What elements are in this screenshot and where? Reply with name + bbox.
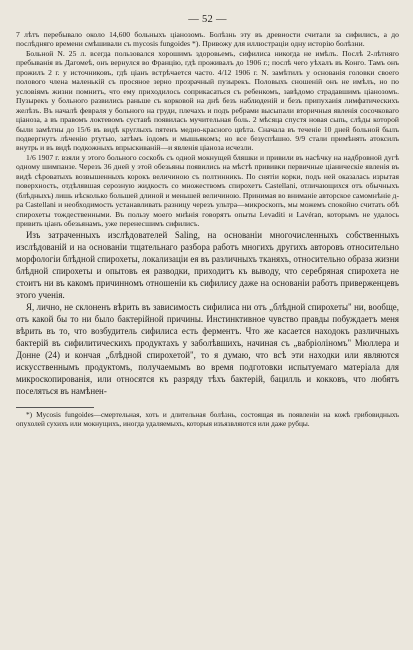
- paragraph-5: Я, лично, не склоненъ вѣрить въ зависимость сифилиса ни отъ „блѣдной спирохеты" ни, вообще, отъ какой бы то ни было бактерійной причины. Инстинктивное чувство правды побуждаетъ меня вѣрить въ то, что возбудитель сифилиса есть ферментъ. Что же касается находокъ различныхъ бактерій въ сифилитическихъ продуктахъ у заболѣвшихъ, начиная съ „вабріоліномъ" Мюллера и Донне (24) и кончая „блѣдной спирохетой", то я думаю, что всѣ эти находки или являются искусственнымъ продуктомъ, получаемымъ во время подготовки испытуемаго матеріала для микроскопированія, или относятся къ разряду тѣхъ бактерій, бацилль и кокковъ, что любятъ поселяться въ намѣнен-: [16, 301, 399, 397]
- footnote-divider: [16, 407, 94, 408]
- body-text: [16, 30, 399, 397]
- paragraph-1: 7 лѣтъ перебывало около 14,600 больныхъ ціанозомъ. Болѣзнь эту въ древности считали за сифилисъ, а до послѣдняго времени смѣшивали съ mycosis fungoides *). Привожу для иллюстраціи одну исторію болѣзни.: [16, 30, 399, 49]
- paragraph-2: Больной N. 25 л. всегда пользовался хорошимъ здоровьемъ, сифилиса никогда не имѣлъ. Послѣ 2-лѣтняго пребыванія въ Дагомеѣ, онъ вернулся во Францію, гдѣ проживалъ до 1906 г.; послѣ чего уѣхалъ въ Конго. Тамъ онъ прожилъ 2 г. у источниковъ, гдѣ ціанъ встрѣчается часто. 4/12 1906 г. N. замѣтилъ у основанія головки своего полового члена маленькій съ просяное зерно прозрачный пузырекъ. Половыхъ сношеній онъ не имѣлъ, но по условіямъ жизни помнитъ, что ему приходилось соприкасаться съ ребенкомъ, завѣдомо страдавшимъ ціанозомъ. Пузырекъ у больного развились раньше съ корковой на днѣ безъ наблюденій и безъ припухаиія лимфатическихъ желѣзъ. Въ началѣ февраля у больного на груди, плечахъ и подъ ребрами высыпали вторичныя явленія сосочковаго ціаноза, а въ правомъ локтевомъ суставѣ появилась мучительная боль. 2 мѣсяца спустя новая сыпь, слѣды которой были замѣтны до 15/6 въ видѣ круглыхъ пятенъ медно-красного цвѣта. Сначала въ теченіе 10 дней больной былъ подвергнутъ лѣченію ртутью, затѣмъ іодомъ и мышьякомъ; но все безуспѣшно. 9/9 стали примѣнять атоксилъ внутрь и въ видѣ подкожныхъ впрыскиваній—и явленія ціаноза исчезли.: [16, 48, 399, 153]
- footnote: [16, 411, 399, 429]
- footnote-text: *) Mycosis fungoides—смертельная, хоть и длительная болѣзнь, состоящая въ появленіи на кожѣ грибовидныхъ опухолей сухихъ или мокнущихъ, иногда удаляемыхъ, которыя изъязвляются или даже рубцы.: [16, 410, 399, 429]
- paragraph-3: 1/6 1907 г. взяли у этого больного соскобъ съ одной мокнущей бляшки и привили въ насѣчку на надбровной дугѣ одному шимпанзе. Черезъ 36 дней у этой обезьяны появились на мѣстѣ прививки первичные ціаническіе явленія въ видѣ сѣроватыхъ возвышенныхъ корокъ величиною съ полтинникъ. По снятіи корки, подъ ней оказалась изрытая поверхность, отдѣлявшая серозную жидкость со множествомъ спирохетъ Castellani, отличающихся отъ обычныхъ (блѣдныхъ) лишь нѣсколько большей длиной и меньшей величиною. Принимая во вниманіе авторское самомнѣніе д-ра Castellani и необходимость устанавливать разницу черезъ ультра—микроскопъ, мы можемъ спокойно считать обѣ спирохеты тождественными. Въ пользу моего мнѣнія говорятъ опыты Levaditi и Lavéran, которымъ не удалось привить ціанъ обезьянамъ, уже перенесшимъ сифилисъ.: [16, 152, 399, 229]
- paragraph-4: Изъ затраченныхъ изслѣдователей Saling, на основаніи многочисленныхъ собственныхъ изслѣдованій и на основаніи тщательнаго разбора работъ многихъ другихъ авторовъ относительно морфологіи блѣдной спирохеты, локализаціи ея въ различныхъ тканяхъ, относительно образа жизни блѣдной спирохеты и опытовъ ея разводки, приходитъ къ выводу, что серебряная спирохета не стоитъ ни въ какомъ причинномъ отношеніи къ сифилису даже на основаніи работъ приверженцевъ этого ученія.: [16, 229, 399, 300]
- page-number: — 52 —: [188, 14, 227, 25]
